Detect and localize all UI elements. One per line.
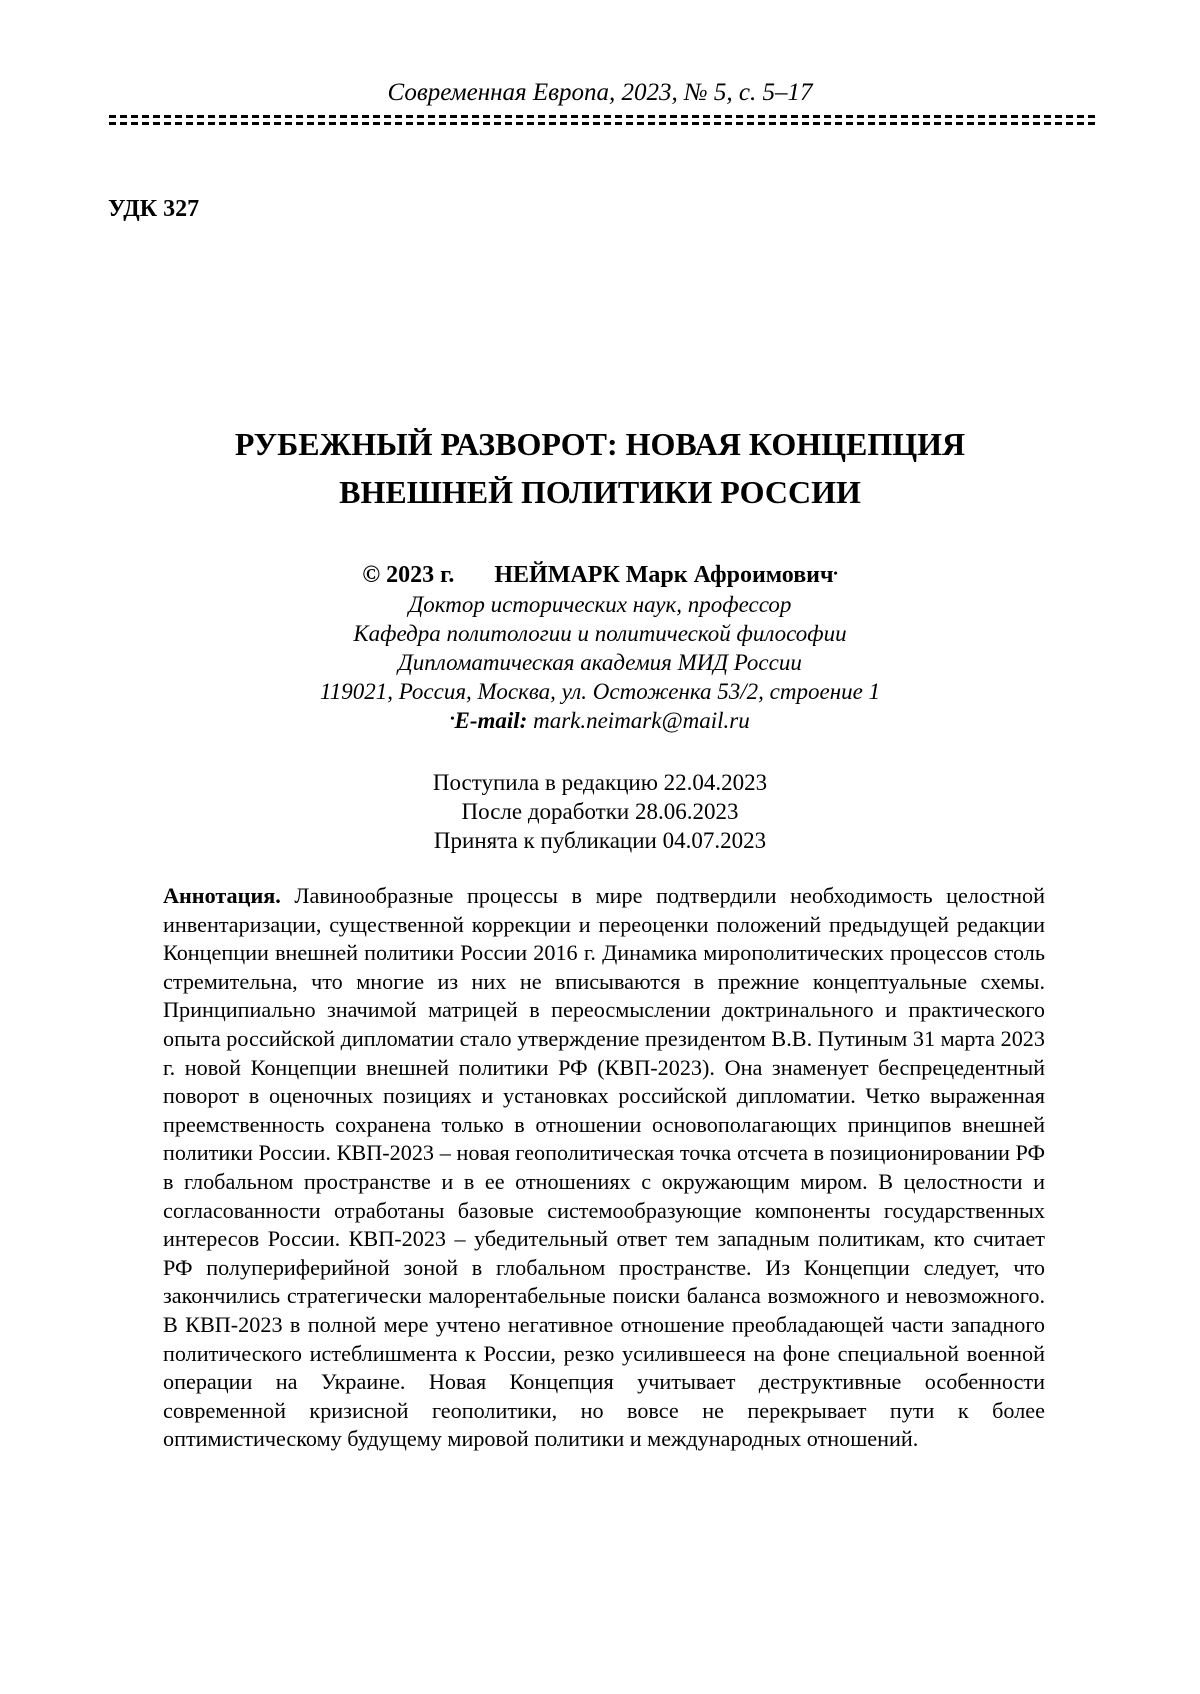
abstract	[163, 882, 1045, 1454]
header-double-rule	[108, 113, 1098, 127]
abstract-label: Аннотация.	[163, 883, 281, 908]
udk-code: УДК 327	[108, 196, 200, 222]
author-footnote-mark: •	[833, 566, 838, 580]
author-institution: Дипломатическая академия МИД России	[398, 650, 802, 675]
author-department: Кафедра политологии и политической философии	[353, 621, 847, 646]
abstract-text: Лавинообразные процессы в мире подтвердили необходимость целостной инвентаризации, существенной коррекции и переоценки положений предыдущей редакции Концепции внешней политики России 2016 г. Динамика мирополитических процессов столь стремительна, что многие из них не вписываются в прежние концептуальные схемы. Принципиально значимой матрицей в переосмыслении доктринального и практического опыта российской дипломатии стало утверждение президентом В.В. Путиным 31 марта 2023 г. новой Концепции внешней политики РФ (КВП-2023). Она знаменует беспрецедентный поворот в оценочных позициях и установках российской дипломатии. Четко выраженная преемственность сохранена только в отношении основополагающих принципов внешней политики России. КВП-2023 – новая геополитическая точка отсчета в позиционировании РФ в глобальном пространстве и в ее отношениях с окружающим миром. В целостности и согласованности отработаны базовые системообразующие компоненты государственных интересов России. КВП-2023 – убедительный ответ тем западным политикам, кто считает РФ полупериферийной зоной в глобальном пространстве. Из Концепции следует, что закончились стратегически малорентабельные поиски баланса возможного и невозможного. В КВП-2023 в полной мере учтено негативное отношение преобладающей части западного политического истеблишмента к России, резко усилившееся на фоне специальной военной операции на Украине. Новая Концепция учитывает деструктивные особенности современной кризисной геополитики, но вовсе не перекрывает пути к более оптимистическому будущему мировой политики и международных отношений.	[163, 883, 1046, 1452]
email-address[interactable]: mark.neimark@mail.ru	[533, 708, 750, 733]
author-email-line	[0, 706, 1200, 735]
author-line	[0, 560, 1200, 590]
running-header: Современная Европа, 2023, № 5, с. 5–17	[387, 79, 813, 106]
author-degree: Доктор исторических наук, профессор	[408, 592, 792, 617]
email-label-text: E-mail:	[454, 708, 528, 733]
email-label	[450, 708, 527, 733]
article-title	[0, 420, 1200, 516]
date-revised: После доработки 28.06.2023	[461, 799, 739, 824]
article-title-line-2: ВНЕШНЕЙ ПОЛИТИКИ РОССИИ	[339, 474, 861, 510]
author-affiliation	[0, 590, 1200, 706]
date-received: Поступила в редакцию 22.04.2023	[432, 770, 768, 795]
email-footnote-mark: •	[450, 711, 455, 725]
copyright-year: © 2023 г.	[362, 562, 455, 588]
date-accepted: Принята к публикации 04.07.2023	[433, 828, 767, 853]
author-address: 119021, Россия, Москва, ул. Остоженка 53/2, строение 1	[319, 679, 881, 704]
article-title-line-1: РУБЕЖНЫЙ РАЗВОРОТ: НОВАЯ КОНЦЕПЦИЯ	[234, 426, 966, 462]
submission-dates	[0, 768, 1200, 855]
author-name: НЕЙМАРК Марк Афроимович	[494, 562, 834, 588]
